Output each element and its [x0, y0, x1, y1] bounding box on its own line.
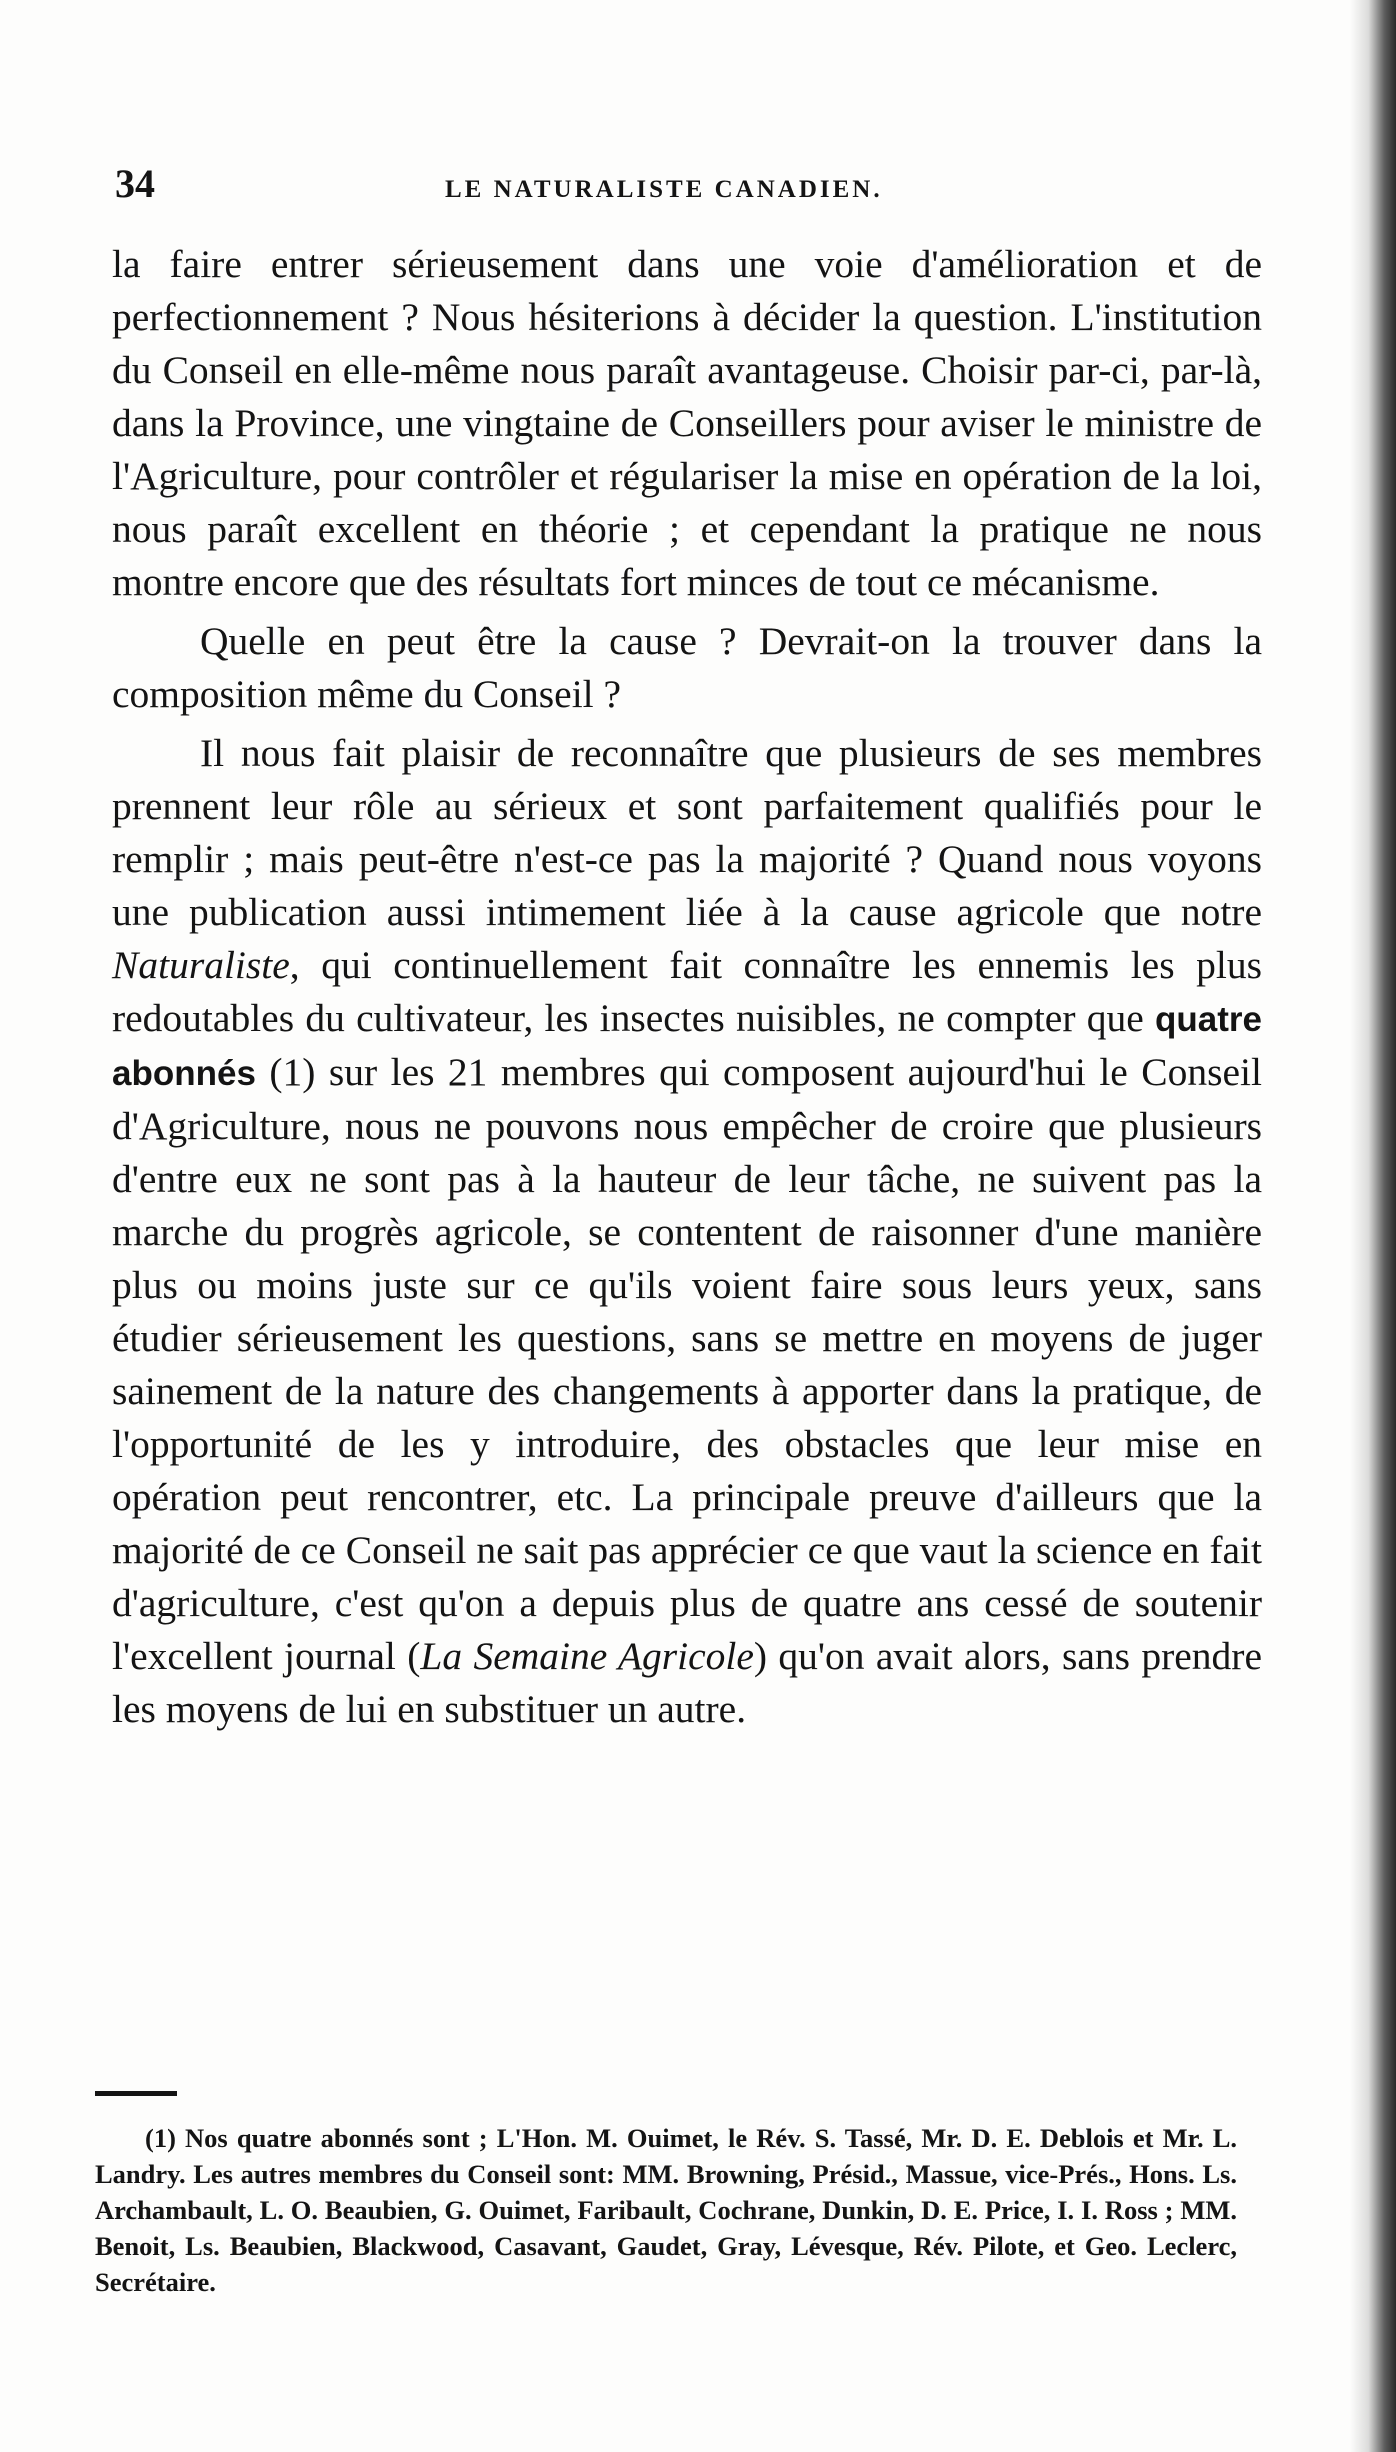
- paragraph-1: la faire entrer sérieusement dans une voie d'amélioration et de perfectionnement ? Nous hésiterions à décider la question. L'institution du Conseil en elle-même nous paraît avantageuse. Choisir par-ci, par-là, dans la Province, une vingtaine de Conseillers pour aviser le ministre de l'Agriculture, pour contrôler et régulariser la mise en opération de la loi, nous paraît excellent en théorie ; et cependant la pratique ne nous montre encore que des résultats fort minces de tout ce mécanisme.: [112, 242, 1262, 604]
- paragraph-3-part-c: , qui continuellement fait connaître les ennemis les plus redoutables du cultivateur, les insectes nuisibles, ne compter que: [112, 943, 1262, 1040]
- paragraph-3-part-a: Il nous fait plaisir de reconnaître que plusieurs de ses membres prennent leur rôle au sérieux et sont parfaitement qualifiés pour le remplir ; mais peut-être n'est-ce pas la majorité ? Quand nous voyons une publication aussi intimement liée à la cause agricole que notre: [112, 731, 1262, 934]
- footnote-1: (1) Nos quatre abonnés sont ; L'Hon. M. Ouimet, le Rév. S. Tassé, Mr. D. E. Deblois et Mr. L. Landry. Les autres membres du Conseil sont: MM. Browning, Présid., Massue, vice-Prés., Hons. Ls. Archambault, L. O. Beaubien, G. Ouimet, Faribault, Cochrane, Dunkin, D. E. Price, I. I. Ross ; MM. Benoit, Ls. Beaubien, Blackwood, Casavant, Gaudet, Gray, Lévesque, Rév. Pilote, et Geo. Leclerc, Secrétaire.: [95, 2123, 1237, 2297]
- semaine-agricole-title: La Semaine Agricole: [420, 1634, 754, 1678]
- quatre-abonnes-emphasis: quatre abonnés: [112, 1000, 1262, 1093]
- footnotes: [95, 2120, 1237, 2300]
- footnote-rule: [95, 2091, 177, 2096]
- naturaliste-title: Naturaliste: [112, 943, 290, 987]
- journal-title: LE NATURALISTE CANADIEN.: [445, 176, 883, 203]
- paragraph-3: [112, 727, 1262, 1736]
- body-text: [112, 238, 1262, 1736]
- paragraph-3-part-g: ) qu'on avait alors, sans prendre les moyens de lui en substituer un autre.: [112, 1634, 1262, 1731]
- page-edge-shadow: [1350, 0, 1396, 2452]
- page-number: 34: [115, 161, 155, 206]
- paragraph-2: Quelle en peut être la cause ? Devrait-on la trouver dans la composition même du Conseil ?: [112, 619, 1262, 716]
- running-head: [115, 160, 1255, 210]
- paragraph-3-part-e: (1) sur les 21 membres qui composent aujourd'hui le Conseil d'Agriculture, nous ne pouvons nous empêcher de croire que plusieurs d'entre eux ne sont pas à la hauteur de leur tâche, ne suivent pas la marche du progrès agricole, se contentent de raisonner d'une manière plus ou moins juste sur ce qu'ils voient faire sous leurs yeux, sans étudier sérieusement les questions, sans se mettre en moyens de juger sainement de la nature des changements à apporter dans la pratique, de l'opportunité de les y introduire, des obstacles que leur mise en opération peut rencontrer, etc. La principale preuve d'ailleurs que la majorité de ce Conseil ne sait pas apprécier ce que vaut la science en fait d'agriculture, c'est qu'on a depuis plus de quatre ans cessé de soutenir l'excellent journal (: [112, 1050, 1262, 1678]
